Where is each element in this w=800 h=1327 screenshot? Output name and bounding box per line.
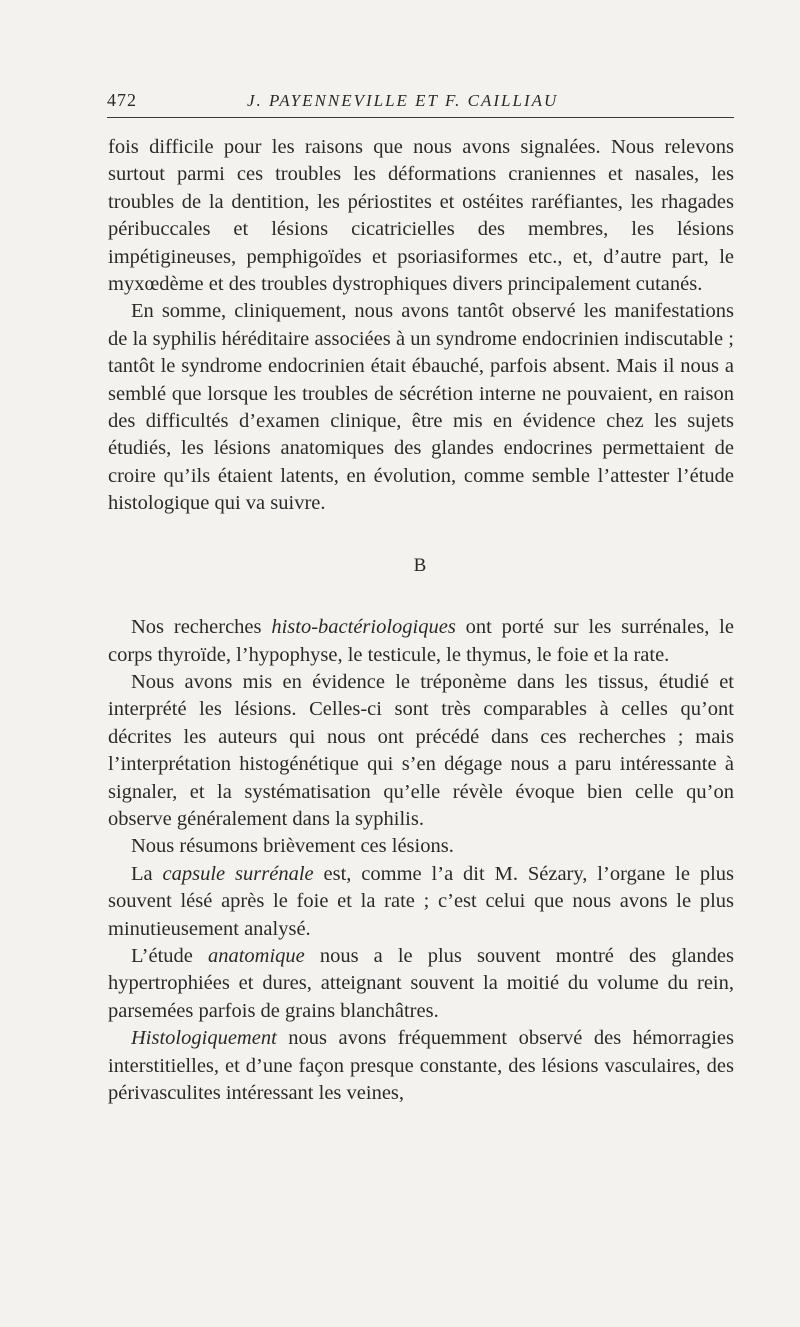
italic-term: Histologiquement — [131, 1027, 277, 1050]
paragraph-4 — [108, 669, 734, 833]
paragraph-7 — [108, 943, 734, 1025]
paragraph-text: La — [131, 862, 163, 885]
paragraph-text: est, comme l’a dit M. Sézary, l’organe le plus souvent lésé après le foie et la rate ; c’est celui que nous avons le plus minutieusement analysé. — [108, 862, 734, 940]
paragraph-text: Nous résumons brièvement ces lésions. — [131, 835, 454, 858]
paragraph-text: L’étude — [131, 944, 208, 967]
paragraph-5 — [108, 833, 734, 860]
paragraph-text: Nous avons mis en évidence le tréponème dans les tissus, étudié et interprété les lésions. Celles-ci sont très comparables à celles qu’ont décrites les auteurs qui nous ont précédé dans ces recherches ; mais l’interprétation histogénétique qui s’en dégage nous a paru intéressante à signaler, et la systématisation qu’elle révèle évoque bien celle qu’on observe généralement dans la syphilis. — [108, 670, 734, 830]
paragraph-text: ont porté sur les surrénales, le corps thyroïde, l’hypophyse, le testicule, le thymus, le foie et la rate. — [108, 616, 734, 666]
italic-term: histo-bactériologiques — [271, 616, 456, 639]
page-number: 472 — [107, 90, 137, 110]
page-body — [108, 134, 734, 1107]
paragraph-3 — [108, 614, 734, 669]
paragraph-text: nous avons fréquemment observé des hémorragies interstitielles, et d’une façon presque constante, des lésions vasculaires, des périvasculites intéressant les veines, — [108, 1027, 734, 1104]
paragraph-2 — [108, 298, 734, 517]
italic-term: capsule surrénale — [162, 862, 314, 885]
italic-term: anatomique — [207, 944, 305, 967]
paragraph-text: En somme, cliniquement, nous avons tantôt observé les manifestations de la syphilis héréditaire associées à un syndrome endocrinien indiscutable ; tantôt le syndrome endocrinien était ébauché, parfois absent. Mais il nous a semblé que lorsque les troubles de sécrétion interne ne pouvaient, en raison des difficultés d’examen clinique, être mis en évidence chez les sujets étudiés, les lésions anatomiques des glandes endocrines permettaient de croire qu’ils étaient latents, en évolution, comme semble l’attester l’étude histologique qui va suivre. — [108, 300, 734, 515]
running-head: J. PAYENNEVILLE ET F. CAILLIAU — [247, 91, 559, 110]
page-header — [107, 88, 734, 118]
paragraph-8 — [108, 1025, 734, 1107]
section-heading: B — [413, 554, 429, 576]
paragraph-1 — [108, 134, 734, 298]
paragraph-text: nous a le plus souvent montré des glandes hypertrophiées et dures, atteignant souvent la moitié du volume du rein, parsemées parfois de grains blanchâtres. — [108, 944, 734, 1022]
paragraph-text: Nos recherches — [131, 616, 272, 639]
paragraph-6 — [108, 861, 734, 943]
paragraph-text: fois difficile pour les raisons que nous avons signalées. Nous relevons surtout parmi ces troubles les déformations craniennes et nasales, les troubles de la dentition, les périostites et ostéites raréfiantes, les rhagades péribuccales et lésions cicatricielles des membres, les lésions impétigineuses, pemphigoïdes et psoriasiformes etc., et, d’autre part, le myxœdème et des troubles dystrophiques divers principalement cutanés. — [108, 136, 734, 296]
